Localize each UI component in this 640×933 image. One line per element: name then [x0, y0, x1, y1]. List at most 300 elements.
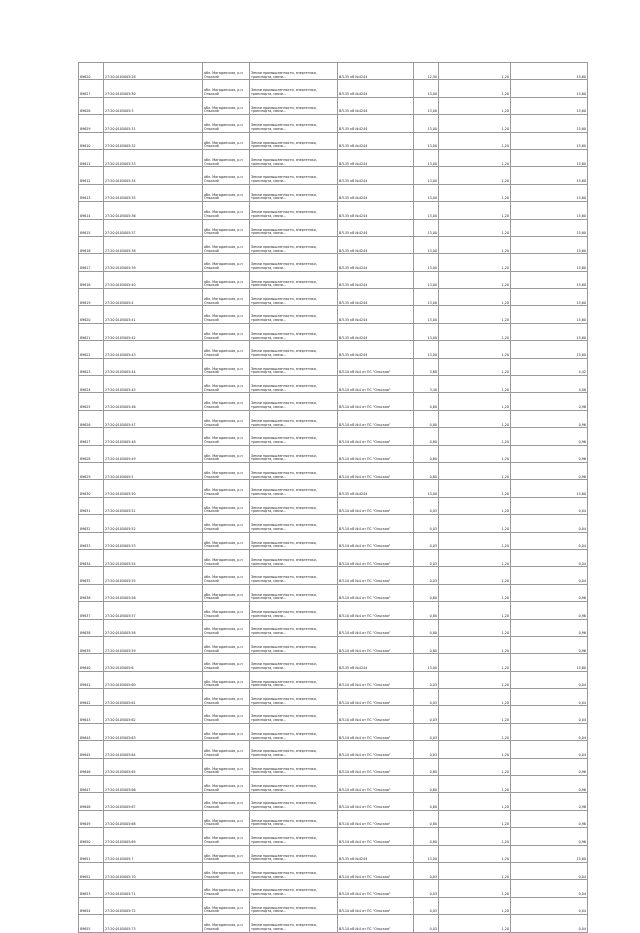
- rate-cell: 1,20: [439, 636, 511, 653]
- cadastral-number-cell: 27:20:0105005:53: [104, 532, 203, 549]
- rate-cell: 1,20: [439, 393, 511, 410]
- row-number-cell: 89634: [79, 549, 104, 566]
- row-number-cell: 89622: [79, 341, 104, 358]
- value-cell: 0,04: [511, 915, 588, 932]
- address-cell: обл. Магаданская, р-н Ольский: [203, 97, 250, 114]
- table-row: [79, 793, 588, 810]
- rate-cell: 1,20: [439, 132, 511, 149]
- permitted-use-cell: ВЛ-10 кВ №4 от ПС "Ольская": [338, 671, 414, 688]
- area-cell: 3,40: [414, 376, 439, 393]
- area-cell: 0,03: [414, 497, 439, 514]
- permitted-use-cell: ВЛ-10 кВ №4 от ПС "Ольская": [338, 880, 414, 897]
- area-cell: 0,80: [414, 758, 439, 775]
- table-row: [79, 306, 588, 323]
- permitted-use-cell: ВЛ-10 кВ №4 от ПС "Ольская": [338, 619, 414, 636]
- area-cell: 0,03: [414, 567, 439, 584]
- row-number-cell: 89632: [79, 515, 104, 532]
- cadastral-number-cell: 27:20:0105005:49: [104, 445, 203, 462]
- value-cell: 0,96: [511, 393, 588, 410]
- land-category-cell: Земли промышленности, энергетики, транспорта, связи...: [250, 741, 338, 758]
- rate-cell: 1,20: [439, 236, 511, 253]
- row-number-cell: 89620: [79, 306, 104, 323]
- row-number-cell: 89642: [79, 689, 104, 706]
- table-row: [79, 341, 588, 358]
- value-cell: 0,96: [511, 602, 588, 619]
- rate-cell: 1,20: [439, 97, 511, 114]
- cadastral-number-cell: 27:20:0105005:34: [104, 167, 203, 184]
- value-cell: 15,60: [511, 323, 588, 340]
- table-row: [79, 706, 588, 723]
- cadastral-number-cell: 27:20:0105005:72: [104, 897, 203, 914]
- table-row: [79, 532, 588, 549]
- row-number-cell: 89637: [79, 602, 104, 619]
- value-cell: 15,60: [511, 480, 588, 497]
- row-number-cell: 89630: [79, 480, 104, 497]
- value-cell: 15,60: [511, 654, 588, 671]
- value-cell: 0,96: [511, 636, 588, 653]
- permitted-use-cell: ВЛ-35 кВ №4244: [338, 254, 414, 271]
- table-row: [79, 63, 588, 80]
- address-cell: обл. Магаданская, р-н Ольский: [203, 323, 250, 340]
- address-cell: обл. Магаданская, р-н Ольский: [203, 515, 250, 532]
- address-cell: обл. Магаданская, р-н Ольский: [203, 671, 250, 688]
- area-cell: 0,80: [414, 810, 439, 827]
- row-number-cell: 89636: [79, 584, 104, 601]
- land-category-cell: Земли промышленности, энергетики, транспорта, связи...: [250, 636, 338, 653]
- cadastral-number-cell: 27:20:0105005:59: [104, 636, 203, 653]
- row-number-cell: 89647: [79, 776, 104, 793]
- area-cell: 0,03: [414, 880, 439, 897]
- row-number-cell: 89614: [79, 202, 104, 219]
- row-number-cell: 89631: [79, 497, 104, 514]
- permitted-use-cell: ВЛ-10 кВ №4 от ПС "Ольская": [338, 897, 414, 914]
- cadastral-table: [78, 62, 588, 933]
- area-cell: 13,00: [414, 202, 439, 219]
- value-cell: 15,60: [511, 80, 588, 97]
- row-number-cell: 89645: [79, 741, 104, 758]
- rate-cell: 1,20: [439, 149, 511, 166]
- permitted-use-cell: ВЛ-35 кВ №4244: [338, 132, 414, 149]
- row-number-cell: 89639: [79, 636, 104, 653]
- cadastral-number-cell: 27:20:0105005:33: [104, 149, 203, 166]
- rate-cell: 1,20: [439, 689, 511, 706]
- address-cell: обл. Магаданская, р-н Ольский: [203, 636, 250, 653]
- area-cell: 0,80: [414, 584, 439, 601]
- row-number-cell: 89623: [79, 358, 104, 375]
- permitted-use-cell: ВЛ-35 кВ №4244: [338, 219, 414, 236]
- row-number-cell: 89646: [79, 758, 104, 775]
- area-cell: 0,03: [414, 671, 439, 688]
- value-cell: 0,04: [511, 706, 588, 723]
- rate-cell: 1,20: [439, 271, 511, 288]
- row-number-cell: 89633: [79, 532, 104, 549]
- land-category-cell: Земли промышленности, энергетики, транспорта, связи...: [250, 549, 338, 566]
- area-cell: 0,03: [414, 723, 439, 740]
- value-cell: 0,04: [511, 497, 588, 514]
- cadastral-number-cell: 27:20:0105005:32: [104, 132, 203, 149]
- value-cell: 15,60: [511, 236, 588, 253]
- rate-cell: 1,20: [439, 115, 511, 132]
- row-number-cell: 89619: [79, 289, 104, 306]
- row-number-cell: 89644: [79, 723, 104, 740]
- cadastral-number-cell: 27:20:0105005:40: [104, 271, 203, 288]
- area-cell: 13,00: [414, 236, 439, 253]
- address-cell: обл. Магаданская, р-н Ольский: [203, 376, 250, 393]
- row-number-cell: 89627: [79, 80, 104, 97]
- table-row: [79, 97, 588, 114]
- cadastral-number-cell: 27:20:0105005:66: [104, 776, 203, 793]
- cadastral-number-cell: 27:20:0105005:37: [104, 219, 203, 236]
- permitted-use-cell: ВЛ-10 кВ №4 от ПС "Ольская": [338, 393, 414, 410]
- table-row: [79, 410, 588, 427]
- cadastral-number-cell: 27:20:0105005:65: [104, 758, 203, 775]
- permitted-use-cell: ВЛ-10 кВ №4 от ПС "Ольская": [338, 410, 414, 427]
- land-category-cell: Земли промышленности, энергетики, транспорта, связи...: [250, 828, 338, 845]
- address-cell: обл. Магаданская, р-н Ольский: [203, 445, 250, 462]
- rate-cell: 1,20: [439, 567, 511, 584]
- value-cell: 0,96: [511, 776, 588, 793]
- area-cell: 0,03: [414, 532, 439, 549]
- land-category-cell: Земли промышленности, энергетики, транспорта, связи...: [250, 689, 338, 706]
- area-cell: 0,03: [414, 897, 439, 914]
- rate-cell: 1,20: [439, 602, 511, 619]
- table-row: [79, 758, 588, 775]
- table-body: [79, 63, 588, 933]
- cadastral-number-cell: 27:20:0105005:6: [104, 654, 203, 671]
- address-cell: обл. Магаданская, р-н Ольский: [203, 915, 250, 932]
- address-cell: обл. Магаданская, р-н Ольский: [203, 810, 250, 827]
- row-number-cell: 89616: [79, 236, 104, 253]
- table-row: [79, 741, 588, 758]
- row-number-cell: 89651: [79, 845, 104, 862]
- area-cell: 0,03: [414, 706, 439, 723]
- row-number-cell: 89653: [79, 880, 104, 897]
- address-cell: обл. Магаданская, р-н Ольский: [203, 880, 250, 897]
- land-category-cell: Земли промышленности, энергетики, транспорта, связи...: [250, 915, 338, 932]
- table-row: [79, 636, 588, 653]
- row-number-cell: 89627: [79, 428, 104, 445]
- rate-cell: 1,20: [439, 497, 511, 514]
- land-category-cell: Земли промышленности, энергетики, транспорта, связи...: [250, 358, 338, 375]
- value-cell: 0,04: [511, 897, 588, 914]
- land-category-cell: Земли промышленности, энергетики, транспорта, связи...: [250, 584, 338, 601]
- cadastral-number-cell: 27:20:0105005:5: [104, 462, 203, 479]
- address-cell: обл. Магаданская, р-н Ольский: [203, 149, 250, 166]
- value-cell: 15,60: [511, 254, 588, 271]
- table-row: [79, 462, 588, 479]
- cadastral-number-cell: 27:20:0105005:64: [104, 741, 203, 758]
- table-row: [79, 619, 588, 636]
- rate-cell: 1,20: [439, 184, 511, 201]
- address-cell: обл. Магаданская, р-н Ольский: [203, 706, 250, 723]
- area-cell: 13,00: [414, 306, 439, 323]
- address-cell: обл. Магаданская, р-н Ольский: [203, 741, 250, 758]
- permitted-use-cell: ВЛ-35 кВ №4244: [338, 80, 414, 97]
- area-cell: 0,03: [414, 915, 439, 932]
- cadastral-number-cell: 27:20:0105005:51: [104, 497, 203, 514]
- permitted-use-cell: ВЛ-10 кВ №4 от ПС "Ольская": [338, 549, 414, 566]
- area-cell: 13,00: [414, 271, 439, 288]
- permitted-use-cell: ВЛ-35 кВ №4244: [338, 63, 414, 80]
- permitted-use-cell: ВЛ-10 кВ №4 от ПС "Ольская": [338, 758, 414, 775]
- value-cell: 15,60: [511, 289, 588, 306]
- value-cell: 0,96: [511, 758, 588, 775]
- cadastral-number-cell: 27:20:0105005:63: [104, 723, 203, 740]
- row-number-cell: 89648: [79, 793, 104, 810]
- rate-cell: 1,20: [439, 584, 511, 601]
- land-category-cell: Земли промышленности, энергетики, транспорта, связи...: [250, 393, 338, 410]
- cadastral-number-cell: 27:20:0105005:57: [104, 602, 203, 619]
- row-number-cell: 89624: [79, 376, 104, 393]
- land-category-cell: Земли промышленности, энергетики, транспорта, связи...: [250, 880, 338, 897]
- row-number-cell: 89635: [79, 567, 104, 584]
- land-category-cell: Земли промышленности, энергетики, транспорта, связи...: [250, 132, 338, 149]
- row-number-cell: 89649: [79, 810, 104, 827]
- land-category-cell: Земли промышленности, энергетики, транспорта, связи...: [250, 480, 338, 497]
- rate-cell: 1,20: [439, 793, 511, 810]
- area-cell: 13,00: [414, 167, 439, 184]
- cadastral-number-cell: 27:20:0105005:28: [104, 63, 203, 80]
- cadastral-number-cell: 27:20:0105005:60: [104, 671, 203, 688]
- permitted-use-cell: ВЛ-10 кВ №4 от ПС "Ольская": [338, 567, 414, 584]
- permitted-use-cell: ВЛ-10 кВ №4 от ПС "Ольская": [338, 793, 414, 810]
- permitted-use-cell: ВЛ-10 кВ №4 от ПС "Ольская": [338, 462, 414, 479]
- value-cell: 15,60: [511, 63, 588, 80]
- cadastral-number-cell: 27:20:0105005:42: [104, 323, 203, 340]
- value-cell: 15,60: [511, 219, 588, 236]
- rate-cell: 1,20: [439, 619, 511, 636]
- address-cell: обл. Магаданская, р-н Ольский: [203, 358, 250, 375]
- table-row: [79, 393, 588, 410]
- address-cell: обл. Магаданская, р-н Ольский: [203, 132, 250, 149]
- row-number-cell: 89612: [79, 167, 104, 184]
- address-cell: обл. Магаданская, р-н Ольский: [203, 793, 250, 810]
- value-cell: 0,96: [511, 584, 588, 601]
- address-cell: обл. Магаданская, р-н Ольский: [203, 202, 250, 219]
- table-row: [79, 80, 588, 97]
- land-category-cell: Земли промышленности, энергетики, транспорта, связи...: [250, 341, 338, 358]
- row-number-cell: 89640: [79, 654, 104, 671]
- value-cell: 15,60: [511, 97, 588, 114]
- address-cell: обл. Магаданская, р-н Ольский: [203, 480, 250, 497]
- rate-cell: 1,20: [439, 671, 511, 688]
- permitted-use-cell: ВЛ-10 кВ №4 от ПС "Ольская": [338, 636, 414, 653]
- row-number-cell: 89613: [79, 184, 104, 201]
- land-category-cell: Земли промышленности, энергетики, транспорта, связи...: [250, 445, 338, 462]
- table-row: [79, 445, 588, 462]
- land-category-cell: Земли промышленности, энергетики, транспорта, связи...: [250, 532, 338, 549]
- value-cell: 0,96: [511, 810, 588, 827]
- rate-cell: 1,20: [439, 323, 511, 340]
- rate-cell: 1,20: [439, 445, 511, 462]
- land-category-cell: Земли промышленности, энергетики, транспорта, связи...: [250, 323, 338, 340]
- address-cell: обл. Магаданская, р-н Ольский: [203, 410, 250, 427]
- land-category-cell: Земли промышленности, энергетики, транспорта, связи...: [250, 462, 338, 479]
- area-cell: 13,00: [414, 115, 439, 132]
- row-number-cell: 89652: [79, 862, 104, 879]
- permitted-use-cell: ВЛ-35 кВ №4244: [338, 480, 414, 497]
- area-cell: 0,80: [414, 828, 439, 845]
- cadastral-number-cell: 27:20:0105005:52: [104, 515, 203, 532]
- rate-cell: 1,20: [439, 219, 511, 236]
- table-row: [79, 828, 588, 845]
- area-cell: 13,00: [414, 323, 439, 340]
- rate-cell: 1,20: [439, 549, 511, 566]
- value-cell: 0,04: [511, 549, 588, 566]
- area-cell: 13,00: [414, 97, 439, 114]
- cadastral-number-cell: 27:20:0105005:7: [104, 845, 203, 862]
- area-cell: 13,00: [414, 132, 439, 149]
- value-cell: 0,04: [511, 880, 588, 897]
- value-cell: 15,60: [511, 306, 588, 323]
- rate-cell: 1,20: [439, 480, 511, 497]
- permitted-use-cell: ВЛ-10 кВ №4 от ПС "Ольская": [338, 515, 414, 532]
- table-row: [79, 689, 588, 706]
- permitted-use-cell: ВЛ-10 кВ №4 от ПС "Ольская": [338, 915, 414, 932]
- permitted-use-cell: ВЛ-10 кВ №4 от ПС "Ольская": [338, 358, 414, 375]
- area-cell: 13,00: [414, 219, 439, 236]
- area-cell: 0,80: [414, 793, 439, 810]
- value-cell: 0,04: [511, 689, 588, 706]
- land-category-cell: Земли промышленности, энергетики, транспорта, связи...: [250, 254, 338, 271]
- table-row: [79, 515, 588, 532]
- rate-cell: 1,20: [439, 63, 511, 80]
- address-cell: обл. Магаданская, р-н Ольский: [203, 167, 250, 184]
- address-cell: обл. Магаданская, р-н Ольский: [203, 306, 250, 323]
- permitted-use-cell: ВЛ-10 кВ №4 от ПС "Ольская": [338, 532, 414, 549]
- rate-cell: 1,20: [439, 776, 511, 793]
- rate-cell: 1,20: [439, 306, 511, 323]
- area-cell: 0,03: [414, 741, 439, 758]
- table-row: [79, 149, 588, 166]
- land-category-cell: Земли промышленности, энергетики, транспорта, связи...: [250, 845, 338, 862]
- value-cell: 15,60: [511, 845, 588, 862]
- permitted-use-cell: ВЛ-35 кВ №4244: [338, 236, 414, 253]
- land-category-cell: Земли промышленности, энергетики, транспорта, связи...: [250, 63, 338, 80]
- value-cell: 15,60: [511, 202, 588, 219]
- address-cell: обл. Магаданская, р-н Ольский: [203, 63, 250, 80]
- permitted-use-cell: ВЛ-10 кВ №4 от ПС "Ольская": [338, 723, 414, 740]
- value-cell: 0,04: [511, 723, 588, 740]
- permitted-use-cell: ВЛ-10 кВ №4 от ПС "Ольская": [338, 497, 414, 514]
- address-cell: обл. Магаданская, р-н Ольский: [203, 393, 250, 410]
- permitted-use-cell: ВЛ-35 кВ №4244: [338, 271, 414, 288]
- row-number-cell: 89629: [79, 462, 104, 479]
- rate-cell: 1,20: [439, 654, 511, 671]
- cadastral-number-cell: 27:20:0105005:41: [104, 306, 203, 323]
- rate-cell: 1,20: [439, 428, 511, 445]
- row-number-cell: 89629: [79, 115, 104, 132]
- cadastral-number-cell: 27:20:0105005:48: [104, 428, 203, 445]
- table-row: [79, 776, 588, 793]
- cadastral-number-cell: 27:20:0105005:54: [104, 549, 203, 566]
- area-cell: 13,00: [414, 184, 439, 201]
- area-cell: 13,00: [414, 149, 439, 166]
- cadastral-number-cell: 27:20:0105005:46: [104, 393, 203, 410]
- address-cell: обл. Магаданская, р-н Ольский: [203, 115, 250, 132]
- table-row: [79, 167, 588, 184]
- cadastral-number-cell: 27:20:0105005:47: [104, 410, 203, 427]
- address-cell: обл. Магаданская, р-н Ольский: [203, 862, 250, 879]
- table-row: [79, 323, 588, 340]
- address-cell: обл. Магаданская, р-н Ольский: [203, 689, 250, 706]
- land-category-cell: Земли промышленности, энергетики, транспорта, связи...: [250, 410, 338, 427]
- land-category-cell: Земли промышленности, энергетики, транспорта, связи...: [250, 497, 338, 514]
- value-cell: 0,96: [511, 445, 588, 462]
- table-row: [79, 654, 588, 671]
- permitted-use-cell: ВЛ-10 кВ №4 от ПС "Ольская": [338, 776, 414, 793]
- table-row: [79, 862, 588, 879]
- row-number-cell: 89628: [79, 97, 104, 114]
- row-number-cell: 89638: [79, 619, 104, 636]
- land-category-cell: Земли промышленности, энергетики, транспорта, связи...: [250, 810, 338, 827]
- area-cell: 0,80: [414, 619, 439, 636]
- area-cell: 0,80: [414, 462, 439, 479]
- value-cell: 0,96: [511, 462, 588, 479]
- address-cell: обл. Магаданская, р-н Ольский: [203, 897, 250, 914]
- rate-cell: 1,20: [439, 810, 511, 827]
- value-cell: 0,04: [511, 532, 588, 549]
- land-category-cell: Земли промышленности, энергетики, транспорта, связи...: [250, 271, 338, 288]
- table-row: [79, 358, 588, 375]
- permitted-use-cell: ВЛ-35 кВ №4244: [338, 202, 414, 219]
- permitted-use-cell: ВЛ-10 кВ №4 от ПС "Ольская": [338, 445, 414, 462]
- table-row: [79, 184, 588, 201]
- permitted-use-cell: ВЛ-35 кВ №4244: [338, 167, 414, 184]
- table-row: [79, 219, 588, 236]
- permitted-use-cell: ВЛ-35 кВ №4244: [338, 845, 414, 862]
- land-category-cell: Земли промышленности, энергетики, транспорта, связи...: [250, 567, 338, 584]
- address-cell: обл. Магаданская, р-н Ольский: [203, 723, 250, 740]
- rate-cell: 1,20: [439, 376, 511, 393]
- permitted-use-cell: ВЛ-10 кВ №4 от ПС "Ольская": [338, 862, 414, 879]
- row-number-cell: 89641: [79, 671, 104, 688]
- cadastral-number-cell: 27:20:0105005:36: [104, 202, 203, 219]
- permitted-use-cell: ВЛ-35 кВ №4244: [338, 289, 414, 306]
- table-row: [79, 671, 588, 688]
- area-cell: 0,80: [414, 602, 439, 619]
- row-number-cell: 89620: [79, 63, 104, 80]
- row-number-cell: 89628: [79, 445, 104, 462]
- cadastral-number-cell: 27:20:0105005:45: [104, 376, 203, 393]
- land-category-cell: Земли промышленности, энергетики, транспорта, связи...: [250, 671, 338, 688]
- land-category-cell: Земли промышленности, энергетики, транспорта, связи...: [250, 115, 338, 132]
- address-cell: обл. Магаданская, р-н Ольский: [203, 828, 250, 845]
- area-cell: 13,00: [414, 80, 439, 97]
- area-cell: 13,00: [414, 289, 439, 306]
- table-row: [79, 915, 588, 932]
- area-cell: 13,00: [414, 654, 439, 671]
- row-number-cell: 89625: [79, 393, 104, 410]
- rate-cell: 1,20: [439, 515, 511, 532]
- table-row: [79, 723, 588, 740]
- table-row: [79, 584, 588, 601]
- row-number-cell: 89617: [79, 254, 104, 271]
- cadastral-number-cell: 27:20:0105005:3: [104, 97, 203, 114]
- area-cell: 13,00: [414, 845, 439, 862]
- cadastral-number-cell: 27:20:0105005:35: [104, 184, 203, 201]
- cadastral-number-cell: 27:20:0105005:69: [104, 828, 203, 845]
- value-cell: 0,96: [511, 619, 588, 636]
- area-cell: 0,80: [414, 445, 439, 462]
- cadastral-number-cell: 27:20:0105005:50: [104, 480, 203, 497]
- address-cell: обл. Магаданская, р-н Ольский: [203, 236, 250, 253]
- value-cell: 15,60: [511, 115, 588, 132]
- land-category-cell: Земли промышленности, энергетики, транспорта, связи...: [250, 602, 338, 619]
- table-row: [79, 567, 588, 584]
- rate-cell: 1,20: [439, 80, 511, 97]
- rate-cell: 1,20: [439, 706, 511, 723]
